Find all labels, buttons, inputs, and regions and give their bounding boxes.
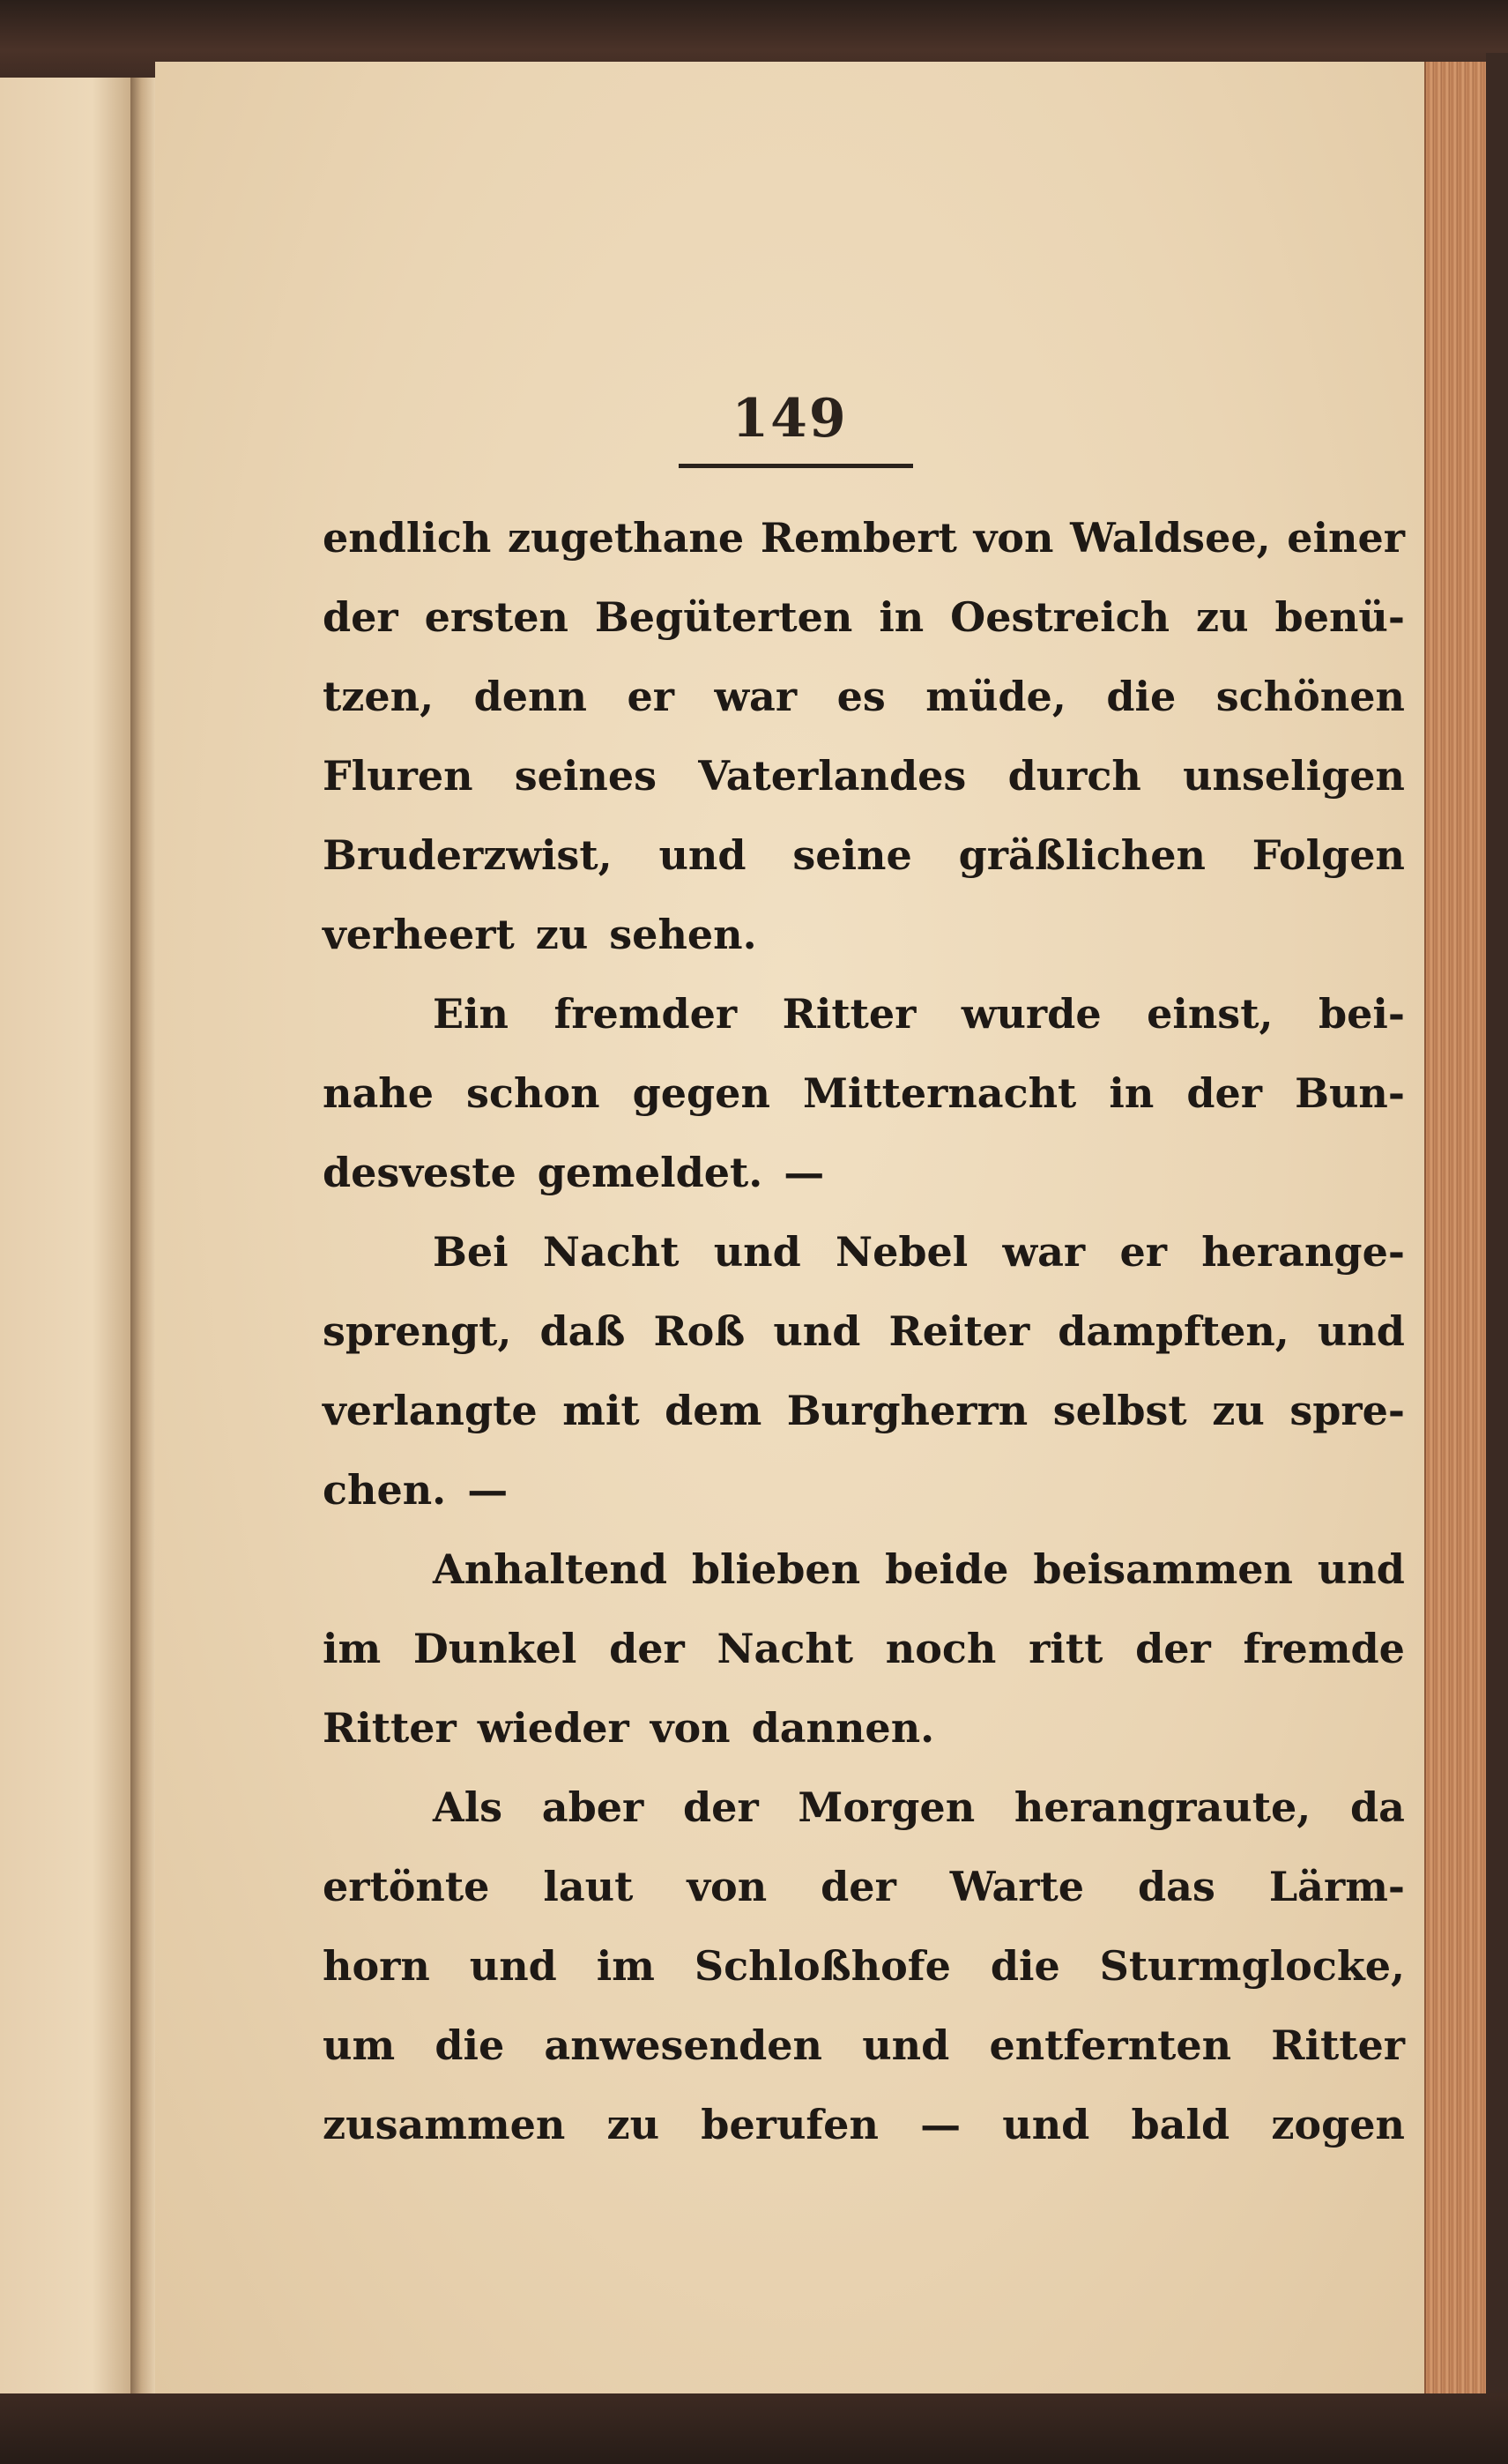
text-word: müde, bbox=[925, 673, 1066, 720]
text-word: Bei bbox=[433, 1228, 509, 1276]
text-word: es bbox=[836, 673, 886, 720]
text-word: daß bbox=[539, 1307, 626, 1355]
text-word: die bbox=[435, 2021, 505, 2069]
text-word: und bbox=[862, 2021, 950, 2069]
text-word: Als bbox=[433, 1783, 503, 1831]
text-word: und bbox=[1002, 2101, 1090, 2148]
text-word: schon bbox=[466, 1069, 600, 1117]
page-number: 149 bbox=[732, 388, 848, 450]
text-word: um bbox=[323, 2021, 396, 2069]
text-word: fremde bbox=[1243, 1625, 1405, 1672]
text-word: blieben bbox=[691, 1545, 861, 1593]
text-line bbox=[323, 2085, 1405, 2164]
text-word: und bbox=[1317, 1545, 1405, 1593]
book-gutter bbox=[130, 78, 155, 2396]
text-word: bald bbox=[1131, 2101, 1230, 2148]
text-word: das bbox=[1137, 1863, 1215, 1910]
text-word: laut bbox=[543, 1863, 634, 1910]
text-word: herangraute, bbox=[1014, 1783, 1311, 1831]
text-word: Waldsee, bbox=[1070, 514, 1271, 562]
text-word: mit bbox=[562, 1387, 640, 1434]
text-word: Vaterlandes bbox=[698, 752, 967, 800]
text-word: Schloßhofe bbox=[694, 1942, 951, 1990]
text-word: unseligen bbox=[1183, 752, 1405, 800]
text-word: zogen bbox=[1271, 2101, 1405, 2148]
text-word: beide bbox=[885, 1545, 1009, 1593]
page-number-rule bbox=[679, 464, 913, 468]
text-word: desveste bbox=[323, 1149, 516, 1196]
text-word: nahe bbox=[323, 1069, 434, 1117]
text-word: Warte bbox=[949, 1863, 1084, 1910]
text-word: Ritter bbox=[782, 990, 917, 1038]
text-word: er bbox=[627, 673, 674, 720]
text-word: denn bbox=[473, 673, 587, 720]
text-word: endlich bbox=[323, 514, 492, 562]
text-word: der bbox=[609, 1625, 685, 1672]
text-word: Begüterten bbox=[594, 593, 853, 641]
text-word: schönen bbox=[1215, 673, 1405, 720]
text-word: bei- bbox=[1318, 990, 1405, 1038]
text-word: im bbox=[323, 1625, 382, 1672]
text-line bbox=[323, 498, 1405, 577]
book-cover-edge bbox=[1486, 53, 1508, 2407]
text-line bbox=[323, 1450, 1405, 1530]
text-line bbox=[323, 815, 1405, 895]
text-word: Fluren bbox=[323, 752, 473, 800]
text-word: tzen, bbox=[323, 673, 435, 720]
text-word: und bbox=[469, 1942, 557, 1990]
text-word: — bbox=[920, 2101, 962, 2148]
text-word: Ein bbox=[433, 990, 509, 1038]
text-word: war bbox=[1002, 1228, 1086, 1276]
text-line bbox=[323, 1609, 1405, 1688]
text-word: von bbox=[973, 514, 1054, 562]
text-word: Folgen bbox=[1252, 831, 1405, 879]
text-word: beisammen bbox=[1033, 1545, 1293, 1593]
text-word: von bbox=[687, 1863, 768, 1910]
text-word: Lärm- bbox=[1268, 1863, 1405, 1910]
text-word: — bbox=[784, 1149, 825, 1196]
text-word: ertönte bbox=[323, 1863, 490, 1910]
text-line bbox=[323, 1133, 1405, 1212]
page-fore-edge bbox=[1424, 62, 1488, 2398]
text-line bbox=[323, 1212, 1405, 1292]
text-line bbox=[323, 895, 1405, 974]
text-word: Dunkel bbox=[412, 1625, 577, 1672]
text-word: chen. bbox=[323, 1466, 447, 1514]
text-line bbox=[323, 1688, 1405, 1768]
text-word: selbst bbox=[1052, 1387, 1187, 1434]
text-word: Nebel bbox=[836, 1228, 969, 1276]
text-line bbox=[323, 1292, 1405, 1371]
text-word: Reiter bbox=[888, 1307, 1030, 1355]
text-word: Roß bbox=[653, 1307, 746, 1355]
text-word: gemeldet. bbox=[537, 1149, 763, 1196]
text-word: der bbox=[323, 593, 398, 641]
book-page bbox=[155, 62, 1425, 2398]
text-word: zu bbox=[1196, 593, 1249, 641]
text-word: sehen. bbox=[609, 911, 757, 958]
text-word: dem bbox=[665, 1387, 762, 1434]
text-line bbox=[323, 1847, 1405, 1926]
body-text bbox=[323, 498, 1405, 2164]
text-word: und bbox=[713, 1228, 801, 1276]
text-word: sprengt, bbox=[323, 1307, 512, 1355]
text-word: seines bbox=[514, 752, 657, 800]
text-word: entfernten bbox=[989, 2021, 1232, 2069]
text-word: von bbox=[650, 1704, 731, 1752]
text-word: Bruderzwist, bbox=[323, 831, 613, 879]
text-word: Ritter bbox=[323, 1704, 457, 1752]
text-word: gräßlichen bbox=[958, 831, 1206, 879]
text-word: die bbox=[1106, 673, 1177, 720]
text-line bbox=[323, 1371, 1405, 1450]
text-word: durch bbox=[1007, 752, 1141, 800]
text-word: ritt bbox=[1029, 1625, 1103, 1672]
text-line bbox=[323, 1053, 1405, 1133]
text-word: im bbox=[596, 1942, 655, 1990]
text-word: seine bbox=[792, 831, 912, 879]
text-word: in bbox=[879, 593, 925, 641]
text-line bbox=[323, 657, 1405, 736]
text-word: Sturmglocke, bbox=[1099, 1942, 1405, 1990]
text-word: der bbox=[1135, 1625, 1211, 1672]
text-word: dannen. bbox=[751, 1704, 935, 1752]
text-word: zu bbox=[535, 911, 589, 958]
text-word: Ritter bbox=[1271, 2021, 1405, 2069]
text-word: noch bbox=[885, 1625, 997, 1672]
text-word: Nacht bbox=[542, 1228, 680, 1276]
text-word: war bbox=[714, 673, 798, 720]
text-word: der bbox=[821, 1863, 896, 1910]
text-word: dampften, bbox=[1058, 1307, 1289, 1355]
text-line bbox=[323, 577, 1405, 657]
text-word: einst, bbox=[1147, 990, 1274, 1038]
text-word: die bbox=[990, 1942, 1060, 1990]
text-line bbox=[323, 1768, 1405, 1847]
text-word: und bbox=[658, 831, 747, 879]
text-word: benü- bbox=[1274, 593, 1405, 641]
text-line bbox=[323, 2006, 1405, 2085]
text-word: Morgen bbox=[798, 1783, 976, 1831]
facing-page bbox=[0, 78, 134, 2396]
text-word: Oestreich bbox=[950, 593, 1170, 641]
text-word: wurde bbox=[961, 990, 1102, 1038]
text-word: in bbox=[1109, 1069, 1155, 1117]
text-word: zu bbox=[606, 2101, 660, 2148]
book-cover-bottom bbox=[0, 2393, 1508, 2464]
text-word: anwesenden bbox=[544, 2021, 823, 2069]
text-word: Rembert bbox=[760, 514, 957, 562]
text-word: und bbox=[1317, 1307, 1405, 1355]
text-word: Burgherrn bbox=[786, 1387, 1029, 1434]
text-word: wieder bbox=[477, 1704, 629, 1752]
text-word: einer bbox=[1287, 514, 1405, 562]
text-word: zusammen bbox=[323, 2101, 566, 2148]
text-word: zu bbox=[1212, 1387, 1265, 1434]
text-word: der bbox=[683, 1783, 759, 1831]
text-line bbox=[323, 974, 1405, 1053]
text-word: — bbox=[467, 1466, 509, 1514]
text-word: gegen bbox=[632, 1069, 770, 1117]
text-word: verheert bbox=[323, 911, 515, 958]
text-word: verlangte bbox=[323, 1387, 538, 1434]
text-line bbox=[323, 1926, 1405, 2006]
text-word: er bbox=[1119, 1228, 1167, 1276]
text-word: Bun- bbox=[1295, 1069, 1405, 1117]
text-word: horn bbox=[323, 1942, 430, 1990]
text-word: aber bbox=[541, 1783, 644, 1831]
text-word: fremder bbox=[553, 990, 738, 1038]
text-word: herange- bbox=[1201, 1228, 1405, 1276]
text-word: ersten bbox=[424, 593, 568, 641]
text-word: und bbox=[773, 1307, 861, 1355]
text-word: Nacht bbox=[717, 1625, 854, 1672]
text-word: Anhaltend bbox=[433, 1545, 667, 1593]
text-line bbox=[323, 736, 1405, 815]
text-line bbox=[323, 1530, 1405, 1609]
text-word: berufen bbox=[701, 2101, 879, 2148]
text-word: da bbox=[1349, 1783, 1405, 1831]
text-word: zugethane bbox=[507, 514, 745, 562]
text-word: der bbox=[1186, 1069, 1263, 1117]
text-word: Mitternacht bbox=[802, 1069, 1077, 1117]
text-word: spre- bbox=[1289, 1387, 1405, 1434]
